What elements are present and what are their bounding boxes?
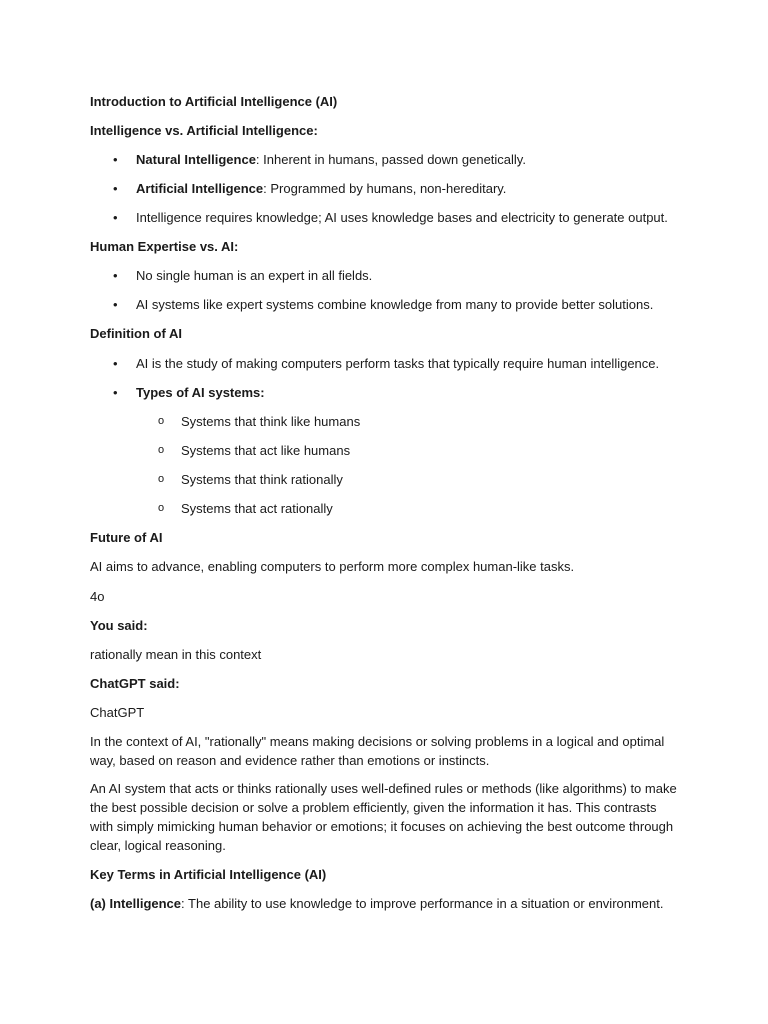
chatgpt-said-label: ChatGPT said:	[90, 676, 180, 691]
list-item: Artificial Intelligence: Programmed by humans, non-hereditary.	[136, 181, 507, 196]
section-heading-future: Future of AI	[90, 530, 163, 545]
bullet-icon: •	[113, 210, 118, 225]
key-terms-heading: Key Terms in Artificial Intelligence (AI)	[90, 867, 327, 882]
bullet-icon: •	[113, 152, 118, 167]
model-label: 4o	[90, 589, 105, 604]
term-intelligence: (a) Intelligence: The ability to use knowledge to improve performance in a situation or environment.	[90, 896, 664, 911]
circle-bullet-icon: o	[158, 502, 165, 514]
bullet-icon: •	[113, 268, 118, 283]
bullet-icon: •	[113, 385, 118, 400]
answer-paragraph-1: In the context of AI, "rationally" means making decisions or solving problems in a logical and optimal way, based on reason and evidence rather than emotions or instincts.	[90, 734, 665, 768]
user-message: rationally mean in this context	[90, 647, 262, 662]
section-heading-expertise: Human Expertise vs. AI:	[90, 239, 239, 254]
list-item: No single human is an expert in all fields.	[136, 268, 373, 283]
section-heading-definition: Definition of AI	[90, 326, 182, 341]
sub-list-item: Systems that act like humans	[181, 443, 351, 458]
list-item: Natural Intelligence: Inherent in humans, passed down genetically.	[136, 152, 526, 167]
list-item: Intelligence requires knowledge; AI uses knowledge bases and electricity to generate output.	[136, 210, 668, 225]
list-item: AI systems like expert systems combine knowledge from many to provide better solutions.	[136, 297, 654, 312]
future-text: AI aims to advance, enabling computers to perform more complex human-like tasks.	[90, 559, 575, 574]
circle-bullet-icon: o	[158, 444, 165, 456]
list-item: AI is the study of making computers perform tasks that typically require human intelligence.	[136, 356, 660, 371]
list-item: Types of AI systems:	[136, 385, 265, 400]
sub-list-item: Systems that act rationally	[181, 501, 333, 516]
sub-list-item: Systems that think rationally	[181, 472, 343, 487]
circle-bullet-icon: o	[158, 415, 165, 427]
document-title: Introduction to Artificial Intelligence (AI)	[90, 94, 338, 109]
bullet-icon: •	[113, 356, 118, 371]
section-heading-intelligence: Intelligence vs. Artificial Intelligence:	[90, 123, 318, 138]
bullet-icon: •	[113, 297, 118, 312]
answer-paragraph-2: An AI system that acts or thinks rationally uses well-defined rules or methods (like algorithms) to make the best possible decision or solve a problem efficiently, given the information it has. This contrasts with simply mimicking human behavior or emotions; it focuses on achieving the best outcome through clear, logical reasoning.	[90, 781, 677, 853]
chatgpt-label: ChatGPT	[90, 705, 145, 720]
sub-list-item: Systems that think like humans	[181, 414, 361, 429]
you-said-label: You said:	[90, 618, 148, 633]
circle-bullet-icon: o	[158, 473, 165, 485]
bullet-icon: •	[113, 181, 118, 196]
